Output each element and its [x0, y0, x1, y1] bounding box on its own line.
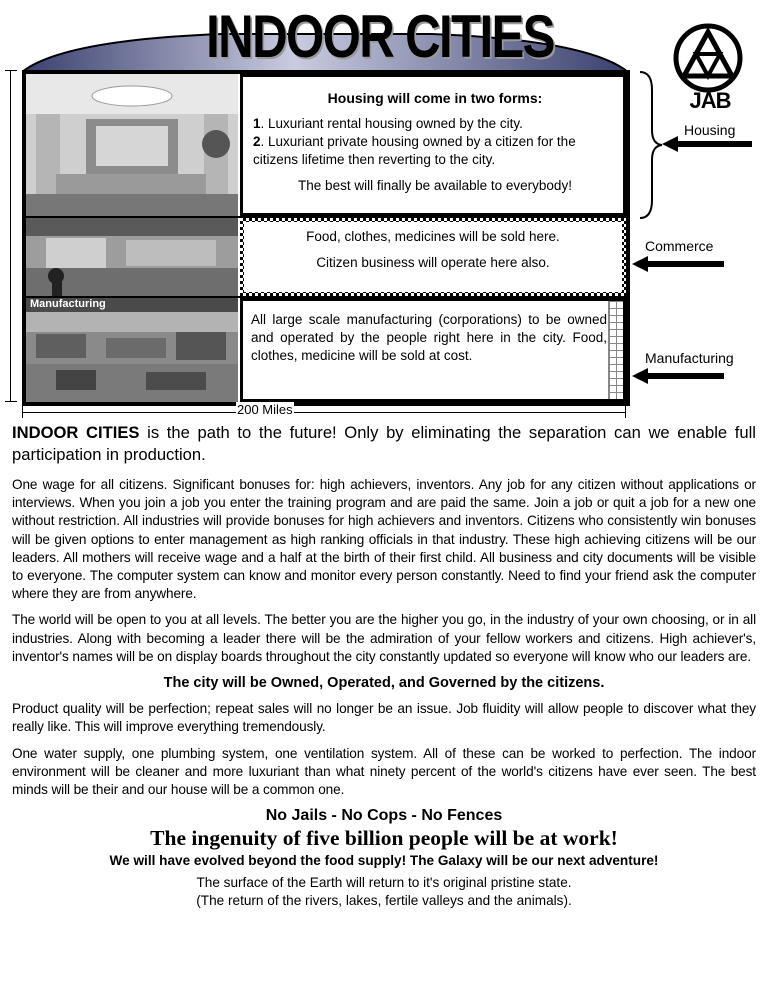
manufacturing-level — [26, 298, 626, 402]
page-title: INDOOR CITIES — [206, 3, 554, 70]
housing-item-1-number: 1 — [253, 116, 261, 131]
intro-rest: is the path to the future! Only by eliminating the separation can we enable full participation in production. — [12, 423, 756, 464]
intro-paragraph — [12, 422, 756, 466]
paragraph-opportunity: The world will be open to you at all levels. The better you are the higher you go, in the industry of your own choosing, or in all industries. Along with becoming a leader there will be the admiration of your fellow workers and citizens. High achiever's, inventor's names will be on display boards throughout the city constantly updated so everyone will know who our leaders are. — [12, 612, 756, 664]
height-dimension-cap-top — [5, 70, 17, 71]
manufacturing-photo-caption: Manufacturing — [30, 298, 106, 310]
ingenuity-line: The ingenuity of five billion people will be at work! — [150, 826, 618, 851]
height-dimension-line — [10, 70, 11, 402]
housing-heading: Housing will come in two forms: — [327, 90, 543, 106]
commerce-arrow-icon — [632, 255, 724, 273]
paragraph-environment: One water supply, one plumbing system, one ventilation system. All of these can be worked to perfection. The indoor environment will be cleaner and more luxuriant than what ninety percent of the world's citizens have ever seen. The best minds will be their and our house will be a common one. — [12, 745, 756, 798]
evolved-line: We will have evolved beyond the food supply! The Galaxy will be our next adventure! — [109, 852, 659, 868]
intro-lead: INDOOR CITIES — [12, 423, 140, 442]
city-cross-section — [22, 70, 630, 406]
jab-logo-icon — [670, 22, 746, 96]
jab-logo-text: JAB — [689, 88, 731, 113]
width-dimension-cap-right — [625, 406, 626, 418]
manufacturing-label: Manufacturing — [645, 350, 734, 366]
housing-photo — [26, 74, 238, 216]
manufacturing-text: All large scale manufacturing (corporations) to be owned and operated by the people right here in the city. Food, clothes, medicine will be sold at cost. — [251, 312, 607, 363]
commerce-photo — [26, 218, 238, 296]
housing-level — [26, 74, 626, 216]
manufacturing-grid-pattern — [608, 301, 623, 399]
commerce-label: Commerce — [645, 238, 714, 254]
housing-note: The best will finally be available to everybody! — [298, 178, 572, 193]
manufacturing-panel — [240, 298, 626, 402]
width-dimension-line — [22, 412, 626, 413]
housing-arrow-icon — [662, 135, 754, 153]
surface-line: The surface of the Earth will return to it's original pristine state. — [196, 874, 572, 890]
housing-item-2 — [253, 133, 617, 169]
housing-item-2-text: . Luxuriant private housing owned by a citizen for the citizens lifetime then reverting to the city. — [253, 134, 576, 167]
manufacturing-photo — [26, 298, 238, 402]
rivers-line: (The return of the rivers, lakes, fertile valleys and the animals). — [196, 892, 572, 908]
housing-item-2-number: 2 — [253, 134, 261, 149]
housing-label: Housing — [684, 122, 736, 138]
height-dimension-cap-bottom — [5, 401, 17, 402]
width-dimension-cap-left — [22, 406, 23, 418]
width-dimension-label: 200 Miles — [237, 402, 293, 417]
housing-item-1 — [253, 115, 617, 133]
commerce-level — [26, 218, 626, 296]
motto-line: The city will be Owned, Operated, and Governed by the citizens. — [163, 675, 605, 692]
no-jails-line: No Jails - No Cops - No Fences — [265, 807, 503, 825]
commerce-panel — [240, 218, 626, 296]
housing-panel — [240, 74, 626, 216]
housing-item-1-text: . Luxuriant rental housing owned by the city. — [260, 116, 523, 131]
manufacturing-arrow-icon — [632, 367, 724, 385]
paragraph-wages: One wage for all citizens. Significant bonuses for: high achievers, inventors. Any job for any citizen without applications or interviews. When you join a job you enter the training program and are paid the same. Join a job or quit a job for a new one without restriction. All industries will provide bonuses for high achievers and inventors. Citizens who consistently win bonuses will be given options to enter management as high ranking officials in that industry. These high achieving citizens will be our leaders. All mothers will receive wage and a half at the birth of their first child. All business and city documents will be visible to everyone. The computer system can know and monitor every person constantly. Need to find your friend ask the computer where they are from anywhere. — [12, 477, 756, 602]
commerce-line-2: Citizen business will operate here also. — [316, 255, 550, 270]
article-body — [12, 422, 756, 910]
commerce-panel-text — [244, 222, 622, 292]
commerce-line-1: Food, clothes, medicines will be sold here. — [306, 229, 560, 244]
paragraph-quality: Product quality will be perfection; repeat sales will no longer be an issue. Job fluidity will allow people to discover what they really like. This will improve everything tremendously. — [12, 701, 756, 735]
